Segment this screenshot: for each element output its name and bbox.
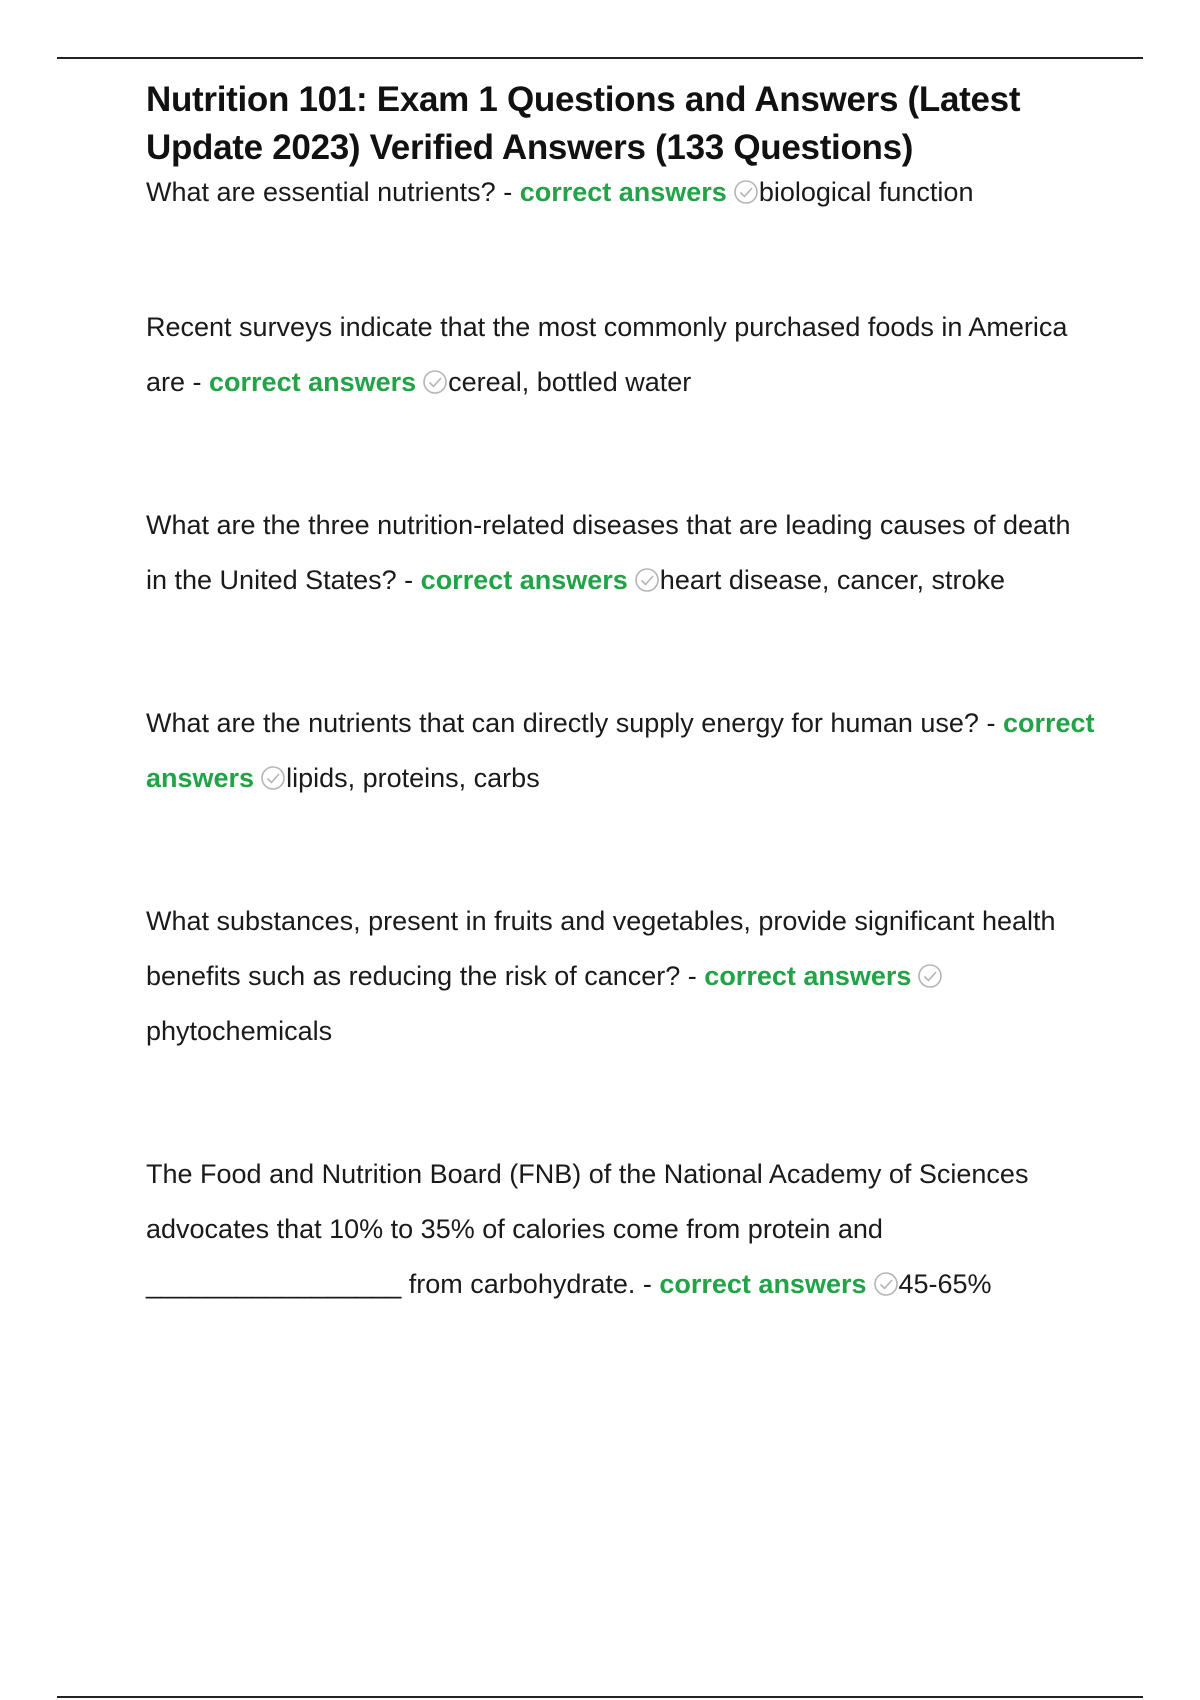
correct-answers-label: correct answers [519, 177, 727, 207]
correct-answers-label: correct answers [704, 961, 912, 991]
correct-answers-label: correct answers [659, 1269, 867, 1299]
bottom-rule [57, 1696, 1143, 1698]
correct-answers-label: correct answers [420, 565, 628, 595]
question-text: What are the three nutrition-related diseases that are leading causes of death in the United States? [146, 510, 1071, 595]
separator: - [396, 565, 421, 595]
qa-item-1 [146, 172, 1096, 212]
answer-text: cereal, bottled water [448, 367, 692, 397]
qa-item-6 [146, 1147, 1096, 1312]
check-circle-icon [917, 963, 943, 989]
question-text: Recent surveys indicate that the most commonly purchased foods in America are [146, 312, 1068, 397]
question-text: What are the nutrients that can directly supply energy for human use? [146, 708, 979, 738]
separator: - [635, 1269, 660, 1299]
answer-text: biological function [758, 177, 974, 207]
correct-answers-label: correct answers [146, 708, 1095, 793]
separator: - [978, 708, 1003, 738]
answer-text: 45-65% [898, 1269, 992, 1299]
qa-item-2 [146, 300, 1096, 410]
question-text: The Food and Nutrition Board (FNB) of the National Academy of Sciences advocates that 10% to 35% of calories come from protein and _________________ from carbohydrate. [146, 1159, 1029, 1299]
qa-item-4 [146, 696, 1096, 806]
check-circle-icon [873, 1271, 899, 1297]
question-text: What are essential nutrients? [146, 177, 496, 207]
correct-answers-label: correct answers [209, 367, 417, 397]
check-circle-icon [634, 567, 660, 593]
question-text: What substances, present in fruits and vegetables, provide significant health benefits such as reducing the risk of cancer? [146, 906, 1056, 991]
answer-text: heart disease, cancer, stroke [659, 565, 1005, 595]
check-circle-icon [733, 179, 759, 205]
document-body [146, 70, 1096, 1312]
check-circle-icon [422, 369, 448, 395]
document-title: Nutrition 101: Exam 1 Questions and Answers (Latest Update 2023) Verified Answers (133 Questions) [146, 80, 1021, 167]
top-rule [57, 57, 1143, 59]
qa-list [146, 172, 1096, 1312]
answer-text: phytochemicals [146, 1016, 333, 1046]
qa-item-3 [146, 498, 1096, 608]
qa-item-5 [146, 894, 1096, 1059]
check-circle-icon [260, 765, 286, 791]
separator: - [185, 367, 210, 397]
separator: - [495, 177, 520, 207]
answer-text: lipids, proteins, carbs [286, 763, 540, 793]
separator: - [680, 961, 705, 991]
